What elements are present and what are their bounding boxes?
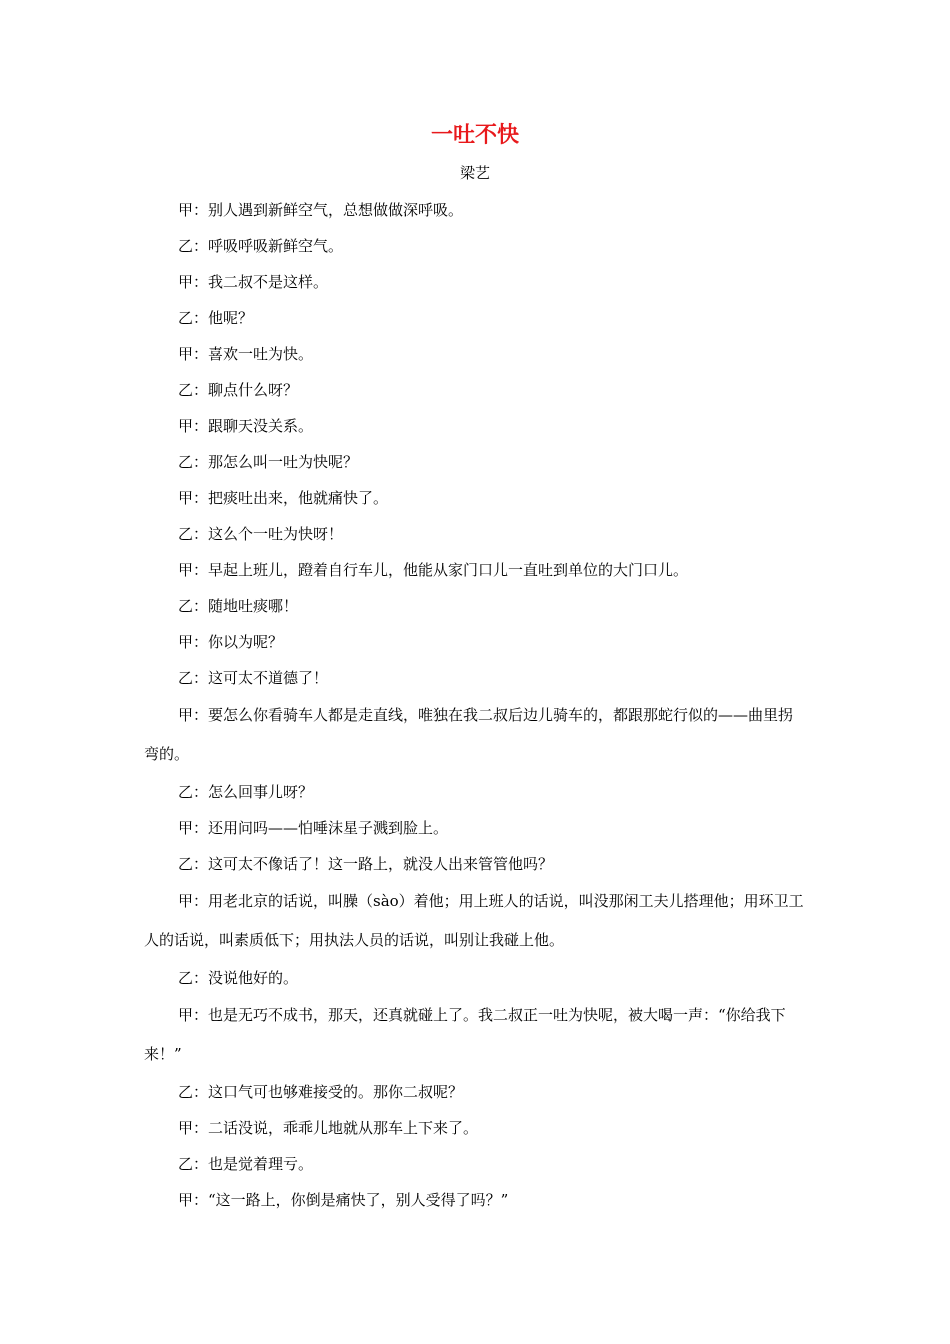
dialogue-line: 乙：这可太不像话了！这一路上，就没人出来管管他吗？ bbox=[178, 855, 554, 873]
dialogue-line: 甲：你以为呢？ bbox=[178, 633, 284, 651]
dialogue-line: 甲：用老北京的话说，叫臊（sào）着他；用上班人的话说，叫没那闲工夫儿搭理他；用环卫工人的话说，叫素质低下；用执法人员的话说，叫别让我碰上他。 bbox=[144, 892, 804, 949]
dialogue-line: 甲：跟聊天没关系。 bbox=[178, 417, 314, 435]
dialogue-line: 乙：那怎么叫一吐为快呢？ bbox=[178, 453, 359, 471]
dialogue-line: 乙：这可太不道德了！ bbox=[178, 669, 329, 687]
dialogue-line: 乙：他呢？ bbox=[178, 309, 254, 327]
dialogue-line: 乙：聊点什么呀？ bbox=[178, 381, 299, 399]
dialogue-line: 甲：喜欢一吐为快。 bbox=[178, 345, 314, 363]
dialogue-line: 乙：怎么回事儿呀？ bbox=[178, 783, 314, 801]
dialogue-line: 甲：也是无巧不成书，那天，还真就碰上了。我二叔正一吐为快呢，被大喝一声：“你给我下来！” bbox=[144, 1006, 786, 1063]
dialogue-line: 乙：呼吸呼吸新鲜空气。 bbox=[178, 237, 344, 255]
dialogue-line: 乙：这口气可也够难接受的。那你二叔呢？ bbox=[178, 1083, 464, 1101]
dialogue-line: 甲：“这一路上，你倒是痛快了，别人受得了吗？” bbox=[178, 1191, 509, 1209]
dialogue-line: 甲：我二叔不是这样。 bbox=[178, 273, 329, 291]
dialogue-line: 甲：二话没说，乖乖儿地就从那车上下来了。 bbox=[178, 1119, 479, 1137]
dialogue-line: 乙：这么个一吐为快呀！ bbox=[178, 525, 344, 543]
document-page bbox=[144, 118, 806, 1218]
dialogue-line: 甲：别人遇到新鲜空气，总想做做深呼吸。 bbox=[178, 201, 464, 219]
dialogue-line: 甲：把痰吐出来，他就痛快了。 bbox=[178, 489, 389, 507]
document-title: 一吐不快 bbox=[430, 123, 519, 148]
dialogue-line: 甲：还用问吗——怕唾沫星子溅到脸上。 bbox=[178, 819, 449, 837]
dialogue-line: 甲：早起上班儿，蹬着自行车儿，他能从家门口儿一直吐到单位的大门口儿。 bbox=[178, 561, 689, 579]
dialogue-line: 乙：随地吐痰哪！ bbox=[178, 597, 299, 615]
document-author: 梁艺 bbox=[459, 164, 490, 182]
dialogue-line: 甲：要怎么你看骑车人都是走直线，唯独在我二叔后边儿骑车的，都跟那蛇行似的——曲里拐弯的。 bbox=[144, 706, 794, 763]
dialogue-line: 乙：也是觉着理亏。 bbox=[178, 1155, 314, 1173]
dialogue-line: 乙：没说他好的。 bbox=[178, 969, 299, 987]
